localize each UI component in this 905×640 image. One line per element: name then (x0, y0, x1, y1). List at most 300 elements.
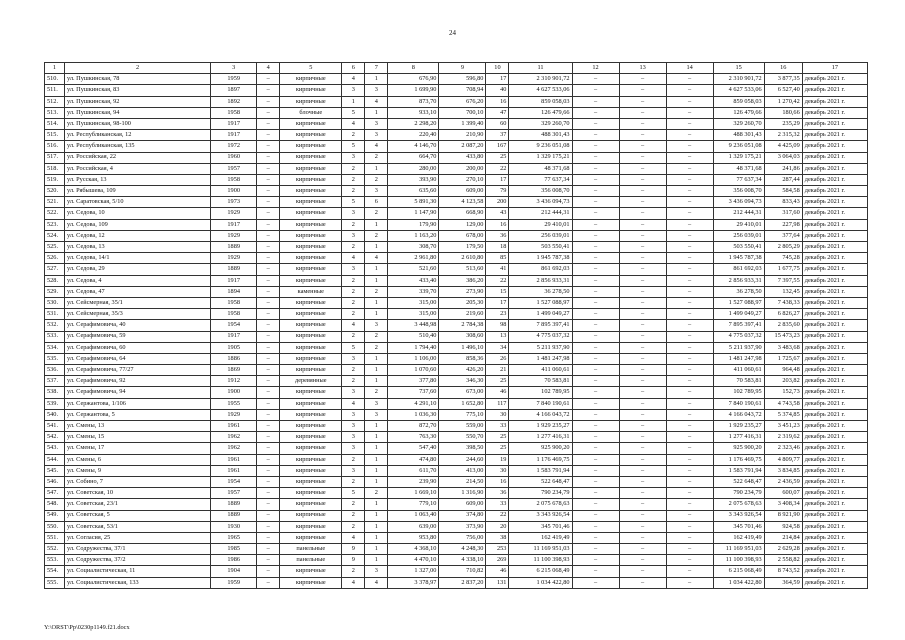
table-cell-col6: 3 (342, 421, 365, 432)
table-cell-col15: 1 583 791,94 (713, 465, 764, 476)
table-cell-col5: кирпичные (280, 398, 342, 409)
table-cell-col12: – (572, 532, 619, 543)
table-cell-col14: – (666, 230, 713, 241)
table-cell-col8: 1 669,10 (388, 488, 439, 499)
table-cell-col7: 2 (365, 174, 388, 185)
column-header-2: 2 (65, 63, 211, 74)
table-cell-col3: 1929 (211, 208, 257, 219)
table-cell-col13: – (619, 163, 666, 174)
table-row (45, 118, 868, 129)
table-cell-col4: – (257, 286, 280, 297)
table-cell-col6: 9 (342, 555, 365, 566)
table-cell-col10: 26 (486, 353, 509, 364)
table-cell-col3: 1894 (211, 286, 257, 297)
table-cell-col16: 2 835,60 (764, 320, 802, 331)
table-cell-col14: – (666, 443, 713, 454)
table-cell-col16: 132,45 (764, 286, 802, 297)
table-cell-col10: 25 (486, 152, 509, 163)
table-cell-col17: декабрь 2021 г. (802, 331, 867, 342)
table-cell-col7: 1 (365, 242, 388, 253)
table-cell-col17: декабрь 2021 г. (802, 454, 867, 465)
table-cell-col8: 953,80 (388, 532, 439, 543)
table-cell-col1: 548. (45, 499, 65, 510)
table-cell-col13: – (619, 286, 666, 297)
table-cell-col15: 488 301,43 (713, 130, 764, 141)
table-cell-col13: – (619, 107, 666, 118)
table-cell-col12: – (572, 387, 619, 398)
table-cell-col5: кирпичные (280, 253, 342, 264)
table-cell-col15: 162 419,49 (713, 532, 764, 543)
table-cell-col7: 1 (365, 432, 388, 443)
table-cell-col10: 60 (486, 118, 509, 129)
table-cell-col4: – (257, 242, 280, 253)
table-cell-col1: 543. (45, 443, 65, 454)
table-cell-col4: – (257, 443, 280, 454)
table-cell-col14: – (666, 476, 713, 487)
table-cell-col6: 3 (342, 409, 365, 420)
table-row (45, 544, 868, 555)
column-header-16: 16 (764, 63, 802, 74)
table-cell-col7: 1 (365, 544, 388, 555)
table-cell-col5: кирпичные (280, 118, 342, 129)
table-cell-col7: 3 (365, 320, 388, 331)
table-cell-col10: 20 (486, 521, 509, 532)
table-cell-col14: – (666, 488, 713, 499)
table-cell-col15: 1 329 175,21 (713, 152, 764, 163)
table-cell-col6: 3 (342, 387, 365, 398)
table-cell-col4: – (257, 85, 280, 96)
table-cell-col2: ул. Содружества, 37/2 (65, 555, 211, 566)
table-cell-col12: – (572, 454, 619, 465)
table-cell-col12: – (572, 264, 619, 275)
table-cell-col17: декабрь 2021 г. (802, 230, 867, 241)
table-cell-col1: 533. (45, 331, 65, 342)
table-cell-col13: – (619, 376, 666, 387)
table-cell-col2: ул. Серафимовича, 77/27 (65, 365, 211, 376)
table-cell-col11: 411 060,61 (509, 365, 572, 376)
table-cell-col13: – (619, 253, 666, 264)
table-cell-col17: декабрь 2021 г. (802, 465, 867, 476)
table-cell-col2: ул. Социалистическая, 11 (65, 566, 211, 577)
table-cell-col3: 1889 (211, 242, 257, 253)
register-table (44, 62, 868, 589)
table-cell-col14: – (666, 353, 713, 364)
table-cell-col16: 214,84 (764, 532, 802, 543)
table-cell-col14: – (666, 264, 713, 275)
table-cell-col6: 2 (342, 365, 365, 376)
table-cell-col3: 1962 (211, 432, 257, 443)
table-cell-col15: 9 236 051,08 (713, 141, 764, 152)
table-cell-col9: 374,80 (439, 510, 486, 521)
table-cell-col16: 3 408,34 (764, 499, 802, 510)
table-cell-col8: 393,90 (388, 174, 439, 185)
table-cell-col9: 398,50 (439, 443, 486, 454)
table-cell-col13: – (619, 409, 666, 420)
table-cell-col3: 1929 (211, 253, 257, 264)
table-row (45, 454, 868, 465)
table-cell-col12: – (572, 163, 619, 174)
table-cell-col16: 241,86 (764, 163, 802, 174)
table-cell-col11: 1 583 791,94 (509, 465, 572, 476)
table-cell-col13: – (619, 152, 666, 163)
table-cell-col14: – (666, 197, 713, 208)
table-cell-col17: декабрь 2021 г. (802, 264, 867, 275)
table-cell-col17: декабрь 2021 г. (802, 297, 867, 308)
file-path: Y:\ORST\Pp\0230p1149.f21.docx (44, 624, 130, 631)
table-cell-col1: 535. (45, 353, 65, 364)
table-cell-col8: 1 063,40 (388, 510, 439, 521)
table-row (45, 141, 868, 152)
table-cell-col4: – (257, 353, 280, 364)
table-cell-col7: 3 (365, 130, 388, 141)
table-row (45, 275, 868, 286)
table-cell-col1: 538. (45, 387, 65, 398)
table-cell-col10: 41 (486, 264, 509, 275)
table-cell-col4: – (257, 331, 280, 342)
table-cell-col9: 596,80 (439, 74, 486, 85)
table-cell-col17: декабрь 2021 г. (802, 219, 867, 230)
table-cell-col1: 526. (45, 253, 65, 264)
table-cell-col9: 346,30 (439, 376, 486, 387)
table-cell-col7: 1 (365, 376, 388, 387)
table-row (45, 409, 868, 420)
table-cell-col2: ул. Социалистическая, 133 (65, 577, 211, 588)
table-cell-col3: 1965 (211, 532, 257, 543)
table-cell-col1: 532. (45, 320, 65, 331)
table-cell-col12: – (572, 275, 619, 286)
table-cell-col9: 308,60 (439, 331, 486, 342)
table-cell-col6: 2 (342, 566, 365, 577)
table-cell-col11: 2 856 933,31 (509, 275, 572, 286)
table-cell-col6: 3 (342, 432, 365, 443)
table-cell-col8: 220,40 (388, 130, 439, 141)
table-cell-col9: 129,00 (439, 219, 486, 230)
table-cell-col9: 214,50 (439, 476, 486, 487)
table-cell-col16: 3 064,03 (764, 152, 802, 163)
table-cell-col17: декабрь 2021 г. (802, 421, 867, 432)
table-cell-col13: – (619, 499, 666, 510)
table-cell-col5: кирпичные (280, 96, 342, 107)
table-cell-col6: 2 (342, 242, 365, 253)
table-cell-col10: 47 (486, 107, 509, 118)
table-cell-col4: – (257, 320, 280, 331)
table-cell-col8: 1 106,00 (388, 353, 439, 364)
table-cell-col12: – (572, 186, 619, 197)
table-cell-col12: – (572, 96, 619, 107)
table-cell-col16: 584,58 (764, 186, 802, 197)
table-cell-col8: 872,70 (388, 421, 439, 432)
table-cell-col4: – (257, 275, 280, 286)
table-cell-col8: 3 448,98 (388, 320, 439, 331)
table-cell-col6: 2 (342, 130, 365, 141)
table-cell-col17: декабрь 2021 г. (802, 521, 867, 532)
table-cell-col9: 426,20 (439, 365, 486, 376)
table-cell-col1: 517. (45, 152, 65, 163)
table-cell-col10: 15 (486, 286, 509, 297)
table-cell-col12: – (572, 521, 619, 532)
table-cell-col15: 3 343 926,54 (713, 510, 764, 521)
table-cell-col1: 527. (45, 264, 65, 275)
table-cell-col15: 2 075 678,63 (713, 499, 764, 510)
table-cell-col2: ул. Серафимовича, 60 (65, 342, 211, 353)
table-cell-col1: 547. (45, 488, 65, 499)
table-cell-col14: – (666, 174, 713, 185)
table-cell-col17: декабрь 2021 г. (802, 432, 867, 443)
table-cell-col15: 503 550,41 (713, 242, 764, 253)
table-cell-col8: 179,90 (388, 219, 439, 230)
table-cell-col10: 16 (486, 476, 509, 487)
column-header-11: 11 (509, 63, 572, 74)
table-cell-col4: – (257, 387, 280, 398)
table-cell-col16: 4 425,09 (764, 141, 802, 152)
table-cell-col6: 9 (342, 544, 365, 555)
table-cell-col9: 433,80 (439, 152, 486, 163)
table-cell-col11: 522 648,47 (509, 476, 572, 487)
table-cell-col4: – (257, 208, 280, 219)
table-cell-col5: кирпичные (280, 353, 342, 364)
table-cell-col8: 611,70 (388, 465, 439, 476)
table-cell-col10: 22 (486, 510, 509, 521)
table-cell-col11: 1 176 469,75 (509, 454, 572, 465)
table-cell-col5: каменные (280, 286, 342, 297)
table-cell-col4: – (257, 465, 280, 476)
table-cell-col5: кирпичные (280, 532, 342, 543)
table-cell-col10: 22 (486, 163, 509, 174)
table-cell-col9: 4 338,10 (439, 555, 486, 566)
table-cell-col17: декабрь 2021 г. (802, 174, 867, 185)
table-cell-col13: – (619, 476, 666, 487)
table-cell-col17: декабрь 2021 г. (802, 387, 867, 398)
table-cell-col15: 4 166 043,72 (713, 409, 764, 420)
table-cell-col5: кирпичные (280, 242, 342, 253)
table-cell-col1: 540. (45, 409, 65, 420)
table-cell-col12: – (572, 398, 619, 409)
table-cell-col10: 30 (486, 465, 509, 476)
table-cell-col17: декабрь 2021 г. (802, 275, 867, 286)
table-cell-col10: 21 (486, 365, 509, 376)
table-cell-col3: 1958 (211, 309, 257, 320)
table-cell-col8: 474,80 (388, 454, 439, 465)
table-cell-col9: 1 652,80 (439, 398, 486, 409)
table-cell-col16: 7 438,33 (764, 297, 802, 308)
table-row (45, 443, 868, 454)
table-cell-col16: 2 319,62 (764, 432, 802, 443)
table-cell-col17: декабрь 2021 г. (802, 107, 867, 118)
table-cell-col5: кирпичные (280, 387, 342, 398)
table-cell-col15: 1 945 787,38 (713, 253, 764, 264)
table-row (45, 331, 868, 342)
table-cell-col15: 2 856 933,31 (713, 275, 764, 286)
table-cell-col14: – (666, 342, 713, 353)
table-cell-col13: – (619, 275, 666, 286)
table-cell-col9: 205,30 (439, 297, 486, 308)
table-cell-col17: декабрь 2021 г. (802, 186, 867, 197)
table-cell-col5: кирпичные (280, 152, 342, 163)
table-cell-col3: 1917 (211, 331, 257, 342)
table-cell-col10: 131 (486, 577, 509, 588)
table-cell-col5: панельные (280, 544, 342, 555)
table-cell-col2: ул. Серафимовича, 94 (65, 387, 211, 398)
table-cell-col8: 4 368,10 (388, 544, 439, 555)
table-cell-col16: 2 315,32 (764, 130, 802, 141)
table-cell-col16: 5 374,85 (764, 409, 802, 420)
table-cell-col6: 3 (342, 230, 365, 241)
table-cell-col1: 518. (45, 163, 65, 174)
table-cell-col13: – (619, 544, 666, 555)
table-cell-col16: 3 877,35 (764, 74, 802, 85)
table-cell-col15: 70 583,81 (713, 376, 764, 387)
table-cell-col16: 317,60 (764, 208, 802, 219)
table-cell-col3: 1929 (211, 409, 257, 420)
table-cell-col4: – (257, 141, 280, 152)
table-cell-col10: 253 (486, 544, 509, 555)
table-cell-col16: 600,07 (764, 488, 802, 499)
table-cell-col1: 536. (45, 365, 65, 376)
table-cell-col15: 1 034 422,80 (713, 577, 764, 588)
table-cell-col4: – (257, 197, 280, 208)
table-cell-col8: 315,00 (388, 297, 439, 308)
column-header-8: 8 (388, 63, 439, 74)
table-cell-col6: 2 (342, 219, 365, 230)
table-cell-col10: 17 (486, 174, 509, 185)
table-cell-col9: 708,94 (439, 85, 486, 96)
table-cell-col10: 37 (486, 130, 509, 141)
table-cell-col7: 1 (365, 163, 388, 174)
table-row (45, 297, 868, 308)
table-cell-col15: 859 058,03 (713, 96, 764, 107)
table-cell-col7: 2 (365, 331, 388, 342)
table-cell-col2: ул. Собино, 7 (65, 476, 211, 487)
table-cell-col3: 1900 (211, 387, 257, 398)
table-cell-col9: 668,90 (439, 208, 486, 219)
table-cell-col11: 6 215 068,49 (509, 566, 572, 577)
table-cell-col9: 4 123,58 (439, 197, 486, 208)
table-cell-col3: 1929 (211, 230, 257, 241)
table-cell-col11: 3 343 926,54 (509, 510, 572, 521)
table-cell-col11: 488 301,43 (509, 130, 572, 141)
table-cell-col4: – (257, 566, 280, 577)
table-cell-col15: 1 527 088,97 (713, 297, 764, 308)
table-cell-col16: 964,48 (764, 365, 802, 376)
table-cell-col1: 519. (45, 174, 65, 185)
table-cell-col5: кирпичные (280, 365, 342, 376)
table-cell-col13: – (619, 130, 666, 141)
page-number: 24 (449, 29, 456, 37)
table-cell-col5: кирпичные (280, 342, 342, 353)
table-cell-col16: 3 451,23 (764, 421, 802, 432)
table-cell-col5: кирпичные (280, 510, 342, 521)
table-cell-col15: 4 775 037,32 (713, 331, 764, 342)
table-cell-col16: 2 805,29 (764, 242, 802, 253)
table-cell-col3: 1986 (211, 555, 257, 566)
table-cell-col9: 673,00 (439, 387, 486, 398)
table-cell-col2: ул. Сейсмерная, 35/3 (65, 309, 211, 320)
table-cell-col10: 36 (486, 488, 509, 499)
table-cell-col1: 522. (45, 208, 65, 219)
table-cell-col17: декабрь 2021 г. (802, 555, 867, 566)
table-cell-col13: – (619, 320, 666, 331)
table-cell-col6: 5 (342, 488, 365, 499)
table-cell-col2: ул. Седова, 10 (65, 208, 211, 219)
table-cell-col7: 3 (365, 118, 388, 129)
table-cell-col3: 1959 (211, 577, 257, 588)
table-cell-col2: ул. Республиканская, 12 (65, 130, 211, 141)
table-cell-col8: 635,60 (388, 186, 439, 197)
table-cell-col14: – (666, 96, 713, 107)
table-cell-col8: 521,60 (388, 264, 439, 275)
table-cell-col2: ул. Седова, 29 (65, 264, 211, 275)
table-cell-col2: ул. Саратовская, 5/10 (65, 197, 211, 208)
table-cell-col13: – (619, 365, 666, 376)
table-cell-col2: ул. Серафимовича, 64 (65, 353, 211, 364)
table-cell-col9: 179,50 (439, 242, 486, 253)
table-cell-col14: – (666, 577, 713, 588)
table-cell-col11: 256 039,01 (509, 230, 572, 241)
table-cell-col9: 559,00 (439, 421, 486, 432)
table-cell-col2: ул. Советская, 10 (65, 488, 211, 499)
table-cell-col13: – (619, 309, 666, 320)
table-cell-col17: декабрь 2021 г. (802, 118, 867, 129)
table-cell-col6: 2 (342, 174, 365, 185)
table-cell-col17: декабрь 2021 г. (802, 544, 867, 555)
table-cell-col9: 2 784,38 (439, 320, 486, 331)
table-cell-col12: – (572, 208, 619, 219)
table-cell-col12: – (572, 242, 619, 253)
table-cell-col14: – (666, 242, 713, 253)
table-cell-col7: 2 (365, 342, 388, 353)
table-cell-col9: 373,90 (439, 521, 486, 532)
table-cell-col11: 1 929 235,27 (509, 421, 572, 432)
table-cell-col16: 2 436,59 (764, 476, 802, 487)
table-cell-col12: – (572, 544, 619, 555)
table-cell-col13: – (619, 421, 666, 432)
table-cell-col9: 270,10 (439, 174, 486, 185)
table-cell-col15: 29 410,01 (713, 219, 764, 230)
table-cell-col14: – (666, 118, 713, 129)
table-cell-col11: 1 499 049,27 (509, 309, 572, 320)
table-cell-col16: 6 527,40 (764, 85, 802, 96)
table-cell-col16: 152,73 (764, 387, 802, 398)
table-cell-col6: 5 (342, 342, 365, 353)
table-cell-col5: кирпичные (280, 264, 342, 275)
table-cell-col12: – (572, 85, 619, 96)
column-header-15: 15 (713, 63, 764, 74)
table-cell-col16: 924,58 (764, 521, 802, 532)
table-cell-col3: 1958 (211, 107, 257, 118)
table-cell-col17: декабрь 2021 г. (802, 74, 867, 85)
table-cell-col7: 2 (365, 286, 388, 297)
table-cell-col5: кирпичные (280, 219, 342, 230)
column-header-17: 17 (802, 63, 867, 74)
table-cell-col4: – (257, 174, 280, 185)
table-cell-col4: – (257, 130, 280, 141)
table-cell-col9: 2 087,20 (439, 141, 486, 152)
table-cell-col3: 1957 (211, 488, 257, 499)
table-cell-col9: 2 610,80 (439, 253, 486, 264)
table-cell-col9: 2 837,20 (439, 577, 486, 588)
table-cell-col5: кирпичные (280, 454, 342, 465)
table-cell-col4: – (257, 476, 280, 487)
table-cell-col4: – (257, 74, 280, 85)
table-cell-col7: 1 (365, 219, 388, 230)
table-cell-col6: 2 (342, 499, 365, 510)
table-cell-col15: 7 840 190,61 (713, 398, 764, 409)
table-cell-col9: 550,70 (439, 432, 486, 443)
table-cell-col6: 4 (342, 253, 365, 264)
table-cell-col10: 17 (486, 297, 509, 308)
table-cell-col1: 545. (45, 465, 65, 476)
table-row (45, 476, 868, 487)
